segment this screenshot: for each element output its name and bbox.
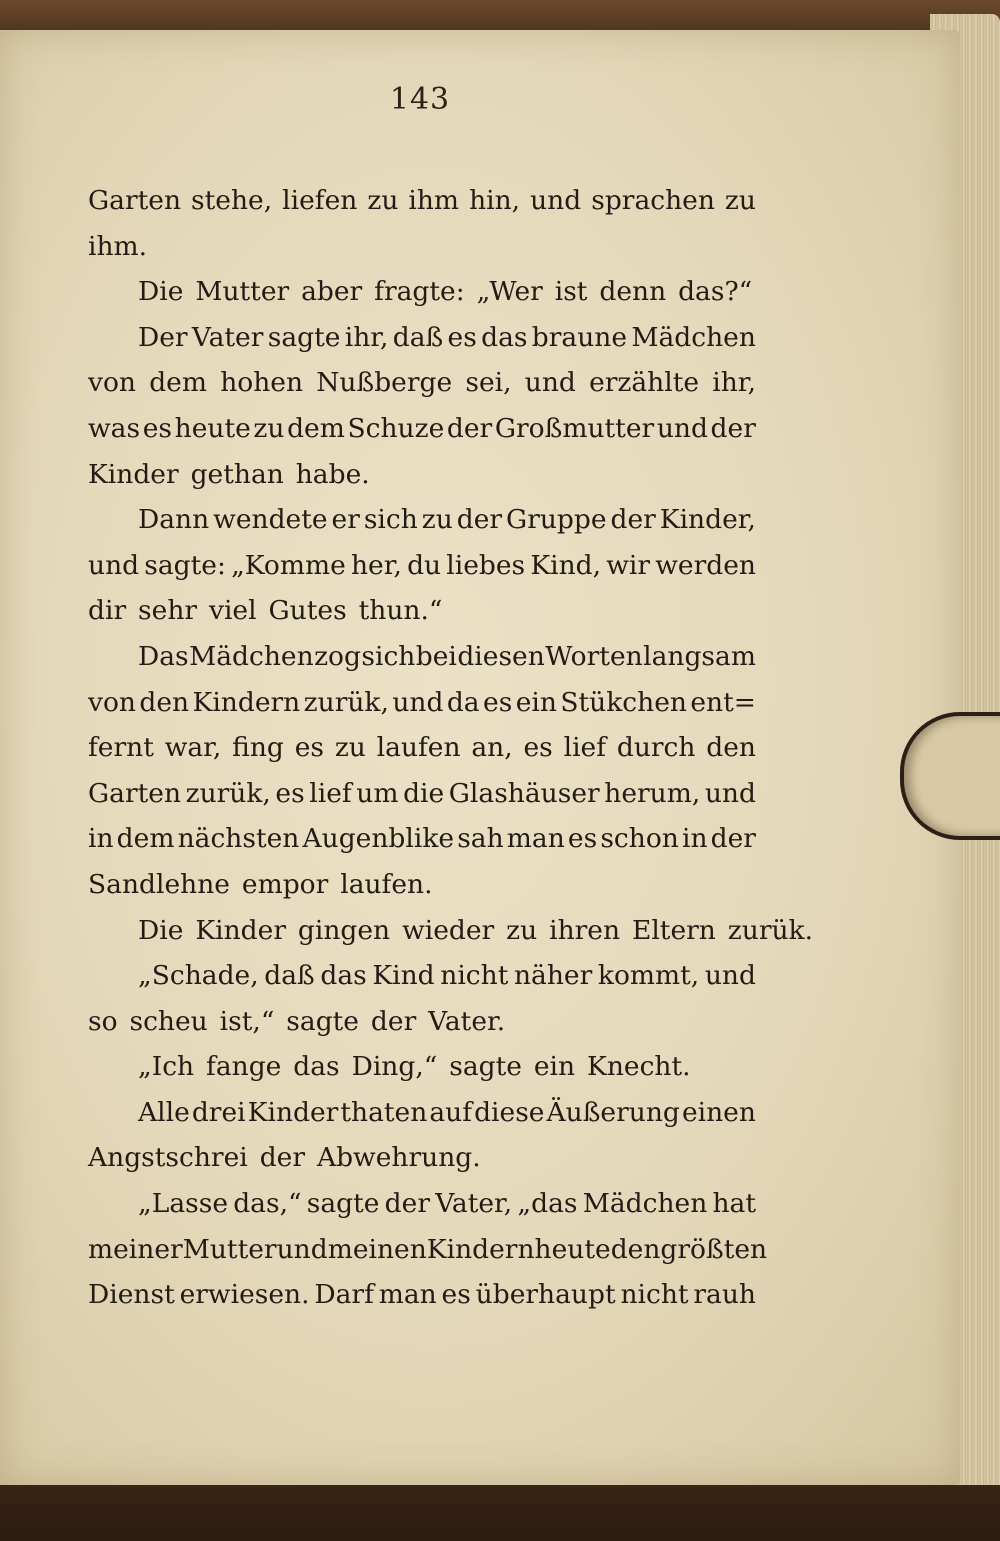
text-line: Angstschrei der Abwehrung. [88,1142,481,1174]
book-page [0,30,960,1485]
text-line: und sagte: „Komme her, du liebes Kind, wir werden [88,549,756,581]
text-line: Sandlehne empor laufen. [88,868,433,900]
text-line: Alle drei Kinder thaten auf diese Äußerung einen [138,1096,756,1128]
text-line: dir sehr viel Gutes thun.“ [88,595,443,627]
text-line: Garten zurük, es lief um die Glashäuser herum, und [88,777,756,809]
text-line: fernt war, fing es zu laufen an, es lief durch den [88,732,756,764]
book-bottom-edge [0,1485,1000,1541]
text-line: „Schade, daß das Kind nicht näher kommt, und [138,960,756,992]
text-line: Dienst erwiesen. Darf man es überhaupt nicht rauh [88,1279,756,1311]
text-line: „Ich fange das Ding,“ sagte ein Knecht. [138,1051,691,1083]
text-line: in dem nächsten Augenblike sah man es schon in der [88,823,756,855]
text-line: ihm. [88,230,148,262]
text-line: von dem hohen Nußberge sei, und erzählte ihr, [88,367,756,399]
page-number: 143 [389,82,451,117]
text-line: Das Mädchen zog sich bei diesen Worten langsam [138,640,756,672]
text-line: so scheu ist,“ sagte der Vater. [88,1005,506,1037]
page-text [88,178,814,1318]
text-line: Die Kinder gingen wieder zu ihren Eltern zurük. [138,914,814,946]
text-line: Garten stehe, liefen zu ihm hin, und sprachen zu [88,185,756,216]
text-line: meiner Mutter und meinen Kindern heute den größten [88,1233,768,1265]
text-line: was es heute zu dem Schuze der Großmutter und der [88,412,756,444]
text-line: Kinder gethan habe. [88,458,370,490]
text-line: von den Kindern zurük, und da es ein Stükchen ent= [88,686,756,718]
text-line: Der Vater sagte ihr, daß es das braune Mädchen [138,321,756,353]
text-line: Dann wendete er sich zu der Gruppe der Kinder, [138,504,756,536]
text-line: „Lasse das,“ sagte der Vater, „das Mädchen hat [138,1188,756,1220]
text-line: Die Mutter aber fragte: „Wer ist denn das?“ [138,276,753,308]
